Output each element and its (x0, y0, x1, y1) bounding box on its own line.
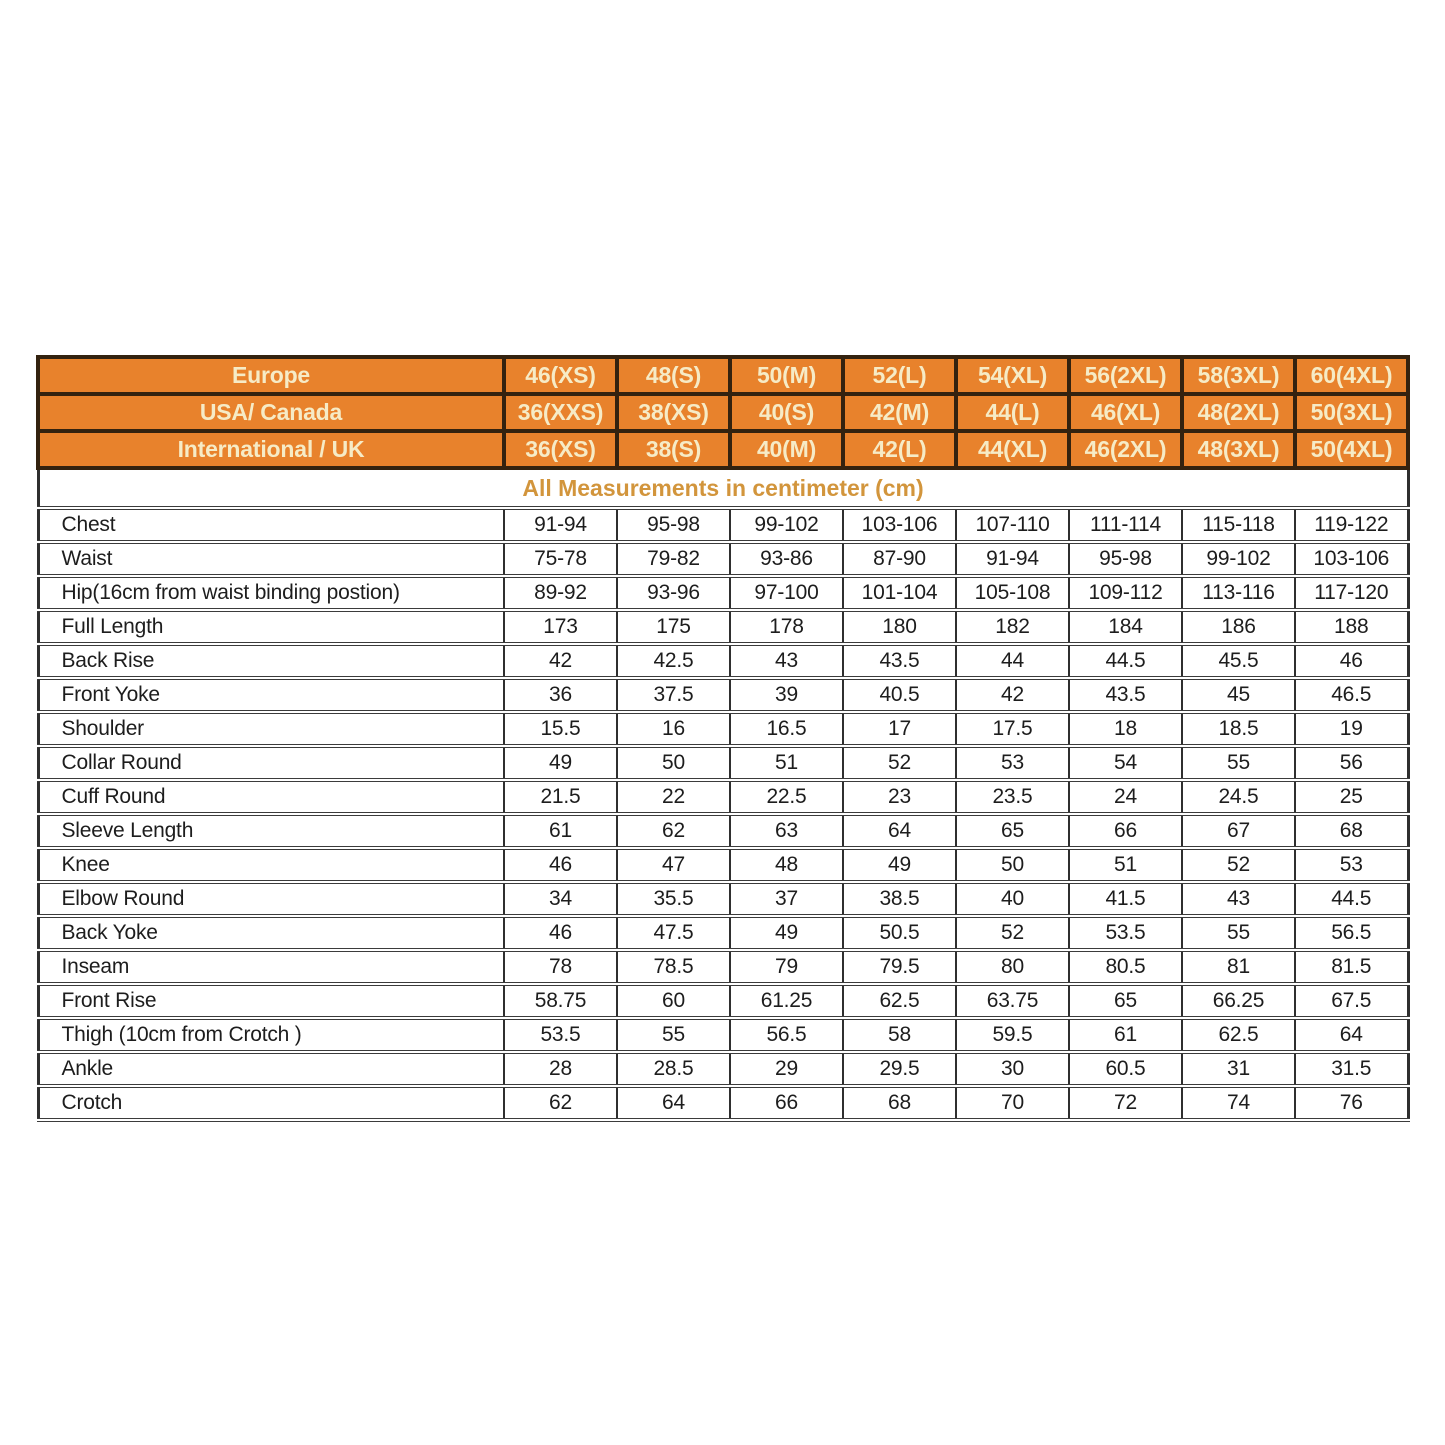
measurement-value-cell: 173 (504, 610, 617, 644)
measurement-value-cell: 38.5 (843, 882, 956, 916)
measurement-value-cell: 22 (617, 780, 730, 814)
table-row (38, 814, 1408, 848)
measurement-value-cell: 115-118 (1182, 508, 1295, 542)
measurement-value-cell: 89-92 (504, 576, 617, 610)
measurement-value-cell: 95-98 (1069, 542, 1182, 576)
measurement-value-cell: 95-98 (617, 508, 730, 542)
measurement-label: Hip(16cm from waist binding postion) (38, 576, 504, 610)
measurement-value-cell: 53 (956, 746, 1069, 780)
measurement-value-cell: 107-110 (956, 508, 1069, 542)
measurement-label: Ankle (38, 1052, 504, 1086)
measurement-value-cell: 30 (956, 1052, 1069, 1086)
measurement-label: Knee (38, 848, 504, 882)
measurement-value-cell: 70 (956, 1086, 1069, 1120)
measurement-value-cell: 45 (1182, 678, 1295, 712)
measurement-value-cell: 49 (843, 848, 956, 882)
region-label: USA/ Canada (38, 394, 504, 431)
measurement-value-cell: 34 (504, 882, 617, 916)
table-row (38, 576, 1408, 610)
table-row (38, 746, 1408, 780)
size-header-cell: 50(M) (730, 357, 843, 394)
measurement-value-cell: 91-94 (504, 508, 617, 542)
measurement-value-cell: 182 (956, 610, 1069, 644)
size-header-cell: 42(M) (843, 394, 956, 431)
measurement-value-cell: 53.5 (1069, 916, 1182, 950)
region-label: International / UK (38, 431, 504, 468)
measurement-value-cell: 91-94 (956, 542, 1069, 576)
size-header-row (38, 357, 1408, 394)
size-header-row (38, 431, 1408, 468)
measurement-value-cell: 80 (956, 950, 1069, 984)
measurement-value-cell: 74 (1182, 1086, 1295, 1120)
measurement-label: Waist (38, 542, 504, 576)
measurement-value-cell: 178 (730, 610, 843, 644)
measurement-value-cell: 24.5 (1182, 780, 1295, 814)
measurement-value-cell: 25 (1295, 780, 1408, 814)
size-header-cell: 50(4XL) (1295, 431, 1408, 468)
size-header-cell: 48(S) (617, 357, 730, 394)
measurement-value-cell: 16 (617, 712, 730, 746)
measurement-value-cell: 62.5 (843, 984, 956, 1018)
measurement-value-cell: 64 (617, 1086, 730, 1120)
measurement-value-cell: 17 (843, 712, 956, 746)
measurement-value-cell: 37.5 (617, 678, 730, 712)
measurement-value-cell: 97-100 (730, 576, 843, 610)
measurement-value-cell: 119-122 (1295, 508, 1408, 542)
table-row (38, 1052, 1408, 1086)
size-header-cell: 36(XXS) (504, 394, 617, 431)
measurement-label: Front Yoke (38, 678, 504, 712)
measurement-value-cell: 45.5 (1182, 644, 1295, 678)
measurement-value-cell: 75-78 (504, 542, 617, 576)
measurement-label: Cuff Round (38, 780, 504, 814)
table-row (38, 542, 1408, 576)
table-row (38, 882, 1408, 916)
measurement-value-cell: 56.5 (1295, 916, 1408, 950)
measurement-value-cell: 56.5 (730, 1018, 843, 1052)
measurement-value-cell: 103-106 (843, 508, 956, 542)
measurement-value-cell: 81 (1182, 950, 1295, 984)
measurement-value-cell: 44.5 (1295, 882, 1408, 916)
measurement-value-cell: 87-90 (843, 542, 956, 576)
measurement-value-cell: 78.5 (617, 950, 730, 984)
measurement-value-cell: 46 (1295, 644, 1408, 678)
measurement-value-cell: 23 (843, 780, 956, 814)
measurement-value-cell: 52 (843, 746, 956, 780)
measurement-value-cell: 46 (504, 848, 617, 882)
measurement-value-cell: 103-106 (1295, 542, 1408, 576)
measurement-value-cell: 55 (1182, 746, 1295, 780)
measurement-value-cell: 59.5 (956, 1018, 1069, 1052)
size-chart-container (36, 355, 1408, 1122)
measurement-value-cell: 49 (730, 916, 843, 950)
note-section (38, 468, 1408, 508)
measurement-value-cell: 54 (1069, 746, 1182, 780)
measurement-value-cell: 113-116 (1182, 576, 1295, 610)
measurement-value-cell: 188 (1295, 610, 1408, 644)
measurement-value-cell: 63.75 (956, 984, 1069, 1018)
size-header-cell: 38(XS) (617, 394, 730, 431)
measurement-value-cell: 50.5 (843, 916, 956, 950)
measurement-value-cell: 19 (1295, 712, 1408, 746)
measurement-label: Back Yoke (38, 916, 504, 950)
measurement-label: Thigh (10cm from Crotch ) (38, 1018, 504, 1052)
measurement-value-cell: 31.5 (1295, 1052, 1408, 1086)
measurement-value-cell: 79 (730, 950, 843, 984)
measurement-value-cell: 58.75 (504, 984, 617, 1018)
measurement-value-cell: 46.5 (1295, 678, 1408, 712)
measurement-value-cell: 78 (504, 950, 617, 984)
table-row (38, 644, 1408, 678)
size-chart-table (36, 355, 1410, 1122)
measurement-value-cell: 62 (617, 814, 730, 848)
size-header-cell: 44(XL) (956, 431, 1069, 468)
measurement-label: Elbow Round (38, 882, 504, 916)
measurement-value-cell: 184 (1069, 610, 1182, 644)
measurement-label: Sleeve Length (38, 814, 504, 848)
measurement-value-cell: 47.5 (617, 916, 730, 950)
measurement-value-cell: 175 (617, 610, 730, 644)
measurement-value-cell: 101-104 (843, 576, 956, 610)
measurement-value-cell: 17.5 (956, 712, 1069, 746)
measurement-value-cell: 51 (1069, 848, 1182, 882)
size-header-cell: 46(XL) (1069, 394, 1182, 431)
measurement-value-cell: 39 (730, 678, 843, 712)
measurement-value-cell: 65 (1069, 984, 1182, 1018)
size-header-cell: 50(3XL) (1295, 394, 1408, 431)
table-row (38, 1086, 1408, 1120)
measurement-value-cell: 23.5 (956, 780, 1069, 814)
size-header-cell: 40(S) (730, 394, 843, 431)
measurement-label: Full Length (38, 610, 504, 644)
measurement-value-cell: 28 (504, 1052, 617, 1086)
measurement-value-cell: 15.5 (504, 712, 617, 746)
measurement-value-cell: 64 (1295, 1018, 1408, 1052)
measurement-value-cell: 56 (1295, 746, 1408, 780)
table-row (38, 610, 1408, 644)
size-header-cell: 46(XS) (504, 357, 617, 394)
size-header-section (38, 357, 1408, 468)
measurement-value-cell: 186 (1182, 610, 1295, 644)
table-row (38, 984, 1408, 1018)
size-header-cell: 44(L) (956, 394, 1069, 431)
measurement-value-cell: 44.5 (1069, 644, 1182, 678)
measurement-value-cell: 111-114 (1069, 508, 1182, 542)
size-header-cell: 56(2XL) (1069, 357, 1182, 394)
table-row (38, 712, 1408, 746)
measurement-value-cell: 72 (1069, 1086, 1182, 1120)
measurement-value-cell: 180 (843, 610, 956, 644)
measurement-value-cell: 29.5 (843, 1052, 956, 1086)
region-label: Europe (38, 357, 504, 394)
measurement-value-cell: 28.5 (617, 1052, 730, 1086)
measurements-section (38, 508, 1408, 1120)
measurement-value-cell: 55 (1182, 916, 1295, 950)
measurement-value-cell: 42.5 (617, 644, 730, 678)
measurement-value-cell: 61 (504, 814, 617, 848)
measurement-value-cell: 42 (956, 678, 1069, 712)
measurement-value-cell: 29 (730, 1052, 843, 1086)
measurement-value-cell: 99-102 (730, 508, 843, 542)
measurement-value-cell: 16.5 (730, 712, 843, 746)
measurement-value-cell: 63 (730, 814, 843, 848)
measurement-value-cell: 67.5 (1295, 984, 1408, 1018)
measurement-label: Collar Round (38, 746, 504, 780)
measurement-value-cell: 93-86 (730, 542, 843, 576)
measurements-note: All Measurements in centimeter (cm) (38, 468, 1408, 508)
table-row (38, 1018, 1408, 1052)
measurement-value-cell: 44 (956, 644, 1069, 678)
measurement-value-cell: 47 (617, 848, 730, 882)
measurement-value-cell: 52 (956, 916, 1069, 950)
measurement-value-cell: 35.5 (617, 882, 730, 916)
measurement-value-cell: 62.5 (1182, 1018, 1295, 1052)
measurement-value-cell: 52 (1182, 848, 1295, 882)
measurement-value-cell: 93-96 (617, 576, 730, 610)
measurement-value-cell: 60 (617, 984, 730, 1018)
measurement-value-cell: 99-102 (1182, 542, 1295, 576)
table-row (38, 780, 1408, 814)
measurement-value-cell: 43 (1182, 882, 1295, 916)
size-header-cell: 48(2XL) (1182, 394, 1295, 431)
size-header-cell: 58(3XL) (1182, 357, 1295, 394)
measurement-value-cell: 31 (1182, 1052, 1295, 1086)
measurements-note-row (38, 468, 1408, 508)
measurement-value-cell: 43.5 (843, 644, 956, 678)
measurement-value-cell: 40.5 (843, 678, 956, 712)
measurement-label: Back Rise (38, 644, 504, 678)
measurement-value-cell: 53.5 (504, 1018, 617, 1052)
table-row (38, 508, 1408, 542)
measurement-value-cell: 68 (1295, 814, 1408, 848)
measurement-value-cell: 105-108 (956, 576, 1069, 610)
size-header-cell: 46(2XL) (1069, 431, 1182, 468)
measurement-value-cell: 46 (504, 916, 617, 950)
table-row (38, 678, 1408, 712)
size-header-cell: 52(L) (843, 357, 956, 394)
measurement-value-cell: 40 (956, 882, 1069, 916)
measurement-label: Chest (38, 508, 504, 542)
measurement-label: Front Rise (38, 984, 504, 1018)
size-header-cell: 48(3XL) (1182, 431, 1295, 468)
measurement-value-cell: 76 (1295, 1086, 1408, 1120)
measurement-value-cell: 58 (843, 1018, 956, 1052)
measurement-value-cell: 50 (617, 746, 730, 780)
measurement-value-cell: 66 (730, 1086, 843, 1120)
measurement-value-cell: 41.5 (1069, 882, 1182, 916)
measurement-value-cell: 51 (730, 746, 843, 780)
measurement-value-cell: 117-120 (1295, 576, 1408, 610)
size-header-cell: 60(4XL) (1295, 357, 1408, 394)
table-row (38, 916, 1408, 950)
measurement-value-cell: 21.5 (504, 780, 617, 814)
measurement-value-cell: 81.5 (1295, 950, 1408, 984)
measurement-value-cell: 79-82 (617, 542, 730, 576)
measurement-value-cell: 66.25 (1182, 984, 1295, 1018)
size-header-row (38, 394, 1408, 431)
measurement-value-cell: 67 (1182, 814, 1295, 848)
measurement-value-cell: 68 (843, 1086, 956, 1120)
measurement-value-cell: 61.25 (730, 984, 843, 1018)
measurement-value-cell: 50 (956, 848, 1069, 882)
measurement-value-cell: 62 (504, 1086, 617, 1120)
measurement-value-cell: 18 (1069, 712, 1182, 746)
measurement-value-cell: 42 (504, 644, 617, 678)
measurement-value-cell: 60.5 (1069, 1052, 1182, 1086)
size-header-cell: 36(XS) (504, 431, 617, 468)
measurement-label: Crotch (38, 1086, 504, 1120)
measurement-value-cell: 43.5 (1069, 678, 1182, 712)
measurement-value-cell: 61 (1069, 1018, 1182, 1052)
size-header-cell: 42(L) (843, 431, 956, 468)
table-row (38, 848, 1408, 882)
table-row (38, 950, 1408, 984)
measurement-value-cell: 80.5 (1069, 950, 1182, 984)
measurement-label: Inseam (38, 950, 504, 984)
measurement-value-cell: 36 (504, 678, 617, 712)
size-header-cell: 38(S) (617, 431, 730, 468)
measurement-value-cell: 64 (843, 814, 956, 848)
measurement-value-cell: 49 (504, 746, 617, 780)
measurement-value-cell: 43 (730, 644, 843, 678)
measurement-value-cell: 48 (730, 848, 843, 882)
measurement-value-cell: 65 (956, 814, 1069, 848)
measurement-value-cell: 79.5 (843, 950, 956, 984)
size-header-cell: 40(M) (730, 431, 843, 468)
measurement-value-cell: 18.5 (1182, 712, 1295, 746)
measurement-value-cell: 66 (1069, 814, 1182, 848)
measurement-value-cell: 22.5 (730, 780, 843, 814)
measurement-value-cell: 53 (1295, 848, 1408, 882)
measurement-value-cell: 109-112 (1069, 576, 1182, 610)
size-header-cell: 54(XL) (956, 357, 1069, 394)
measurement-value-cell: 55 (617, 1018, 730, 1052)
measurement-label: Shoulder (38, 712, 504, 746)
measurement-value-cell: 24 (1069, 780, 1182, 814)
measurement-value-cell: 37 (730, 882, 843, 916)
